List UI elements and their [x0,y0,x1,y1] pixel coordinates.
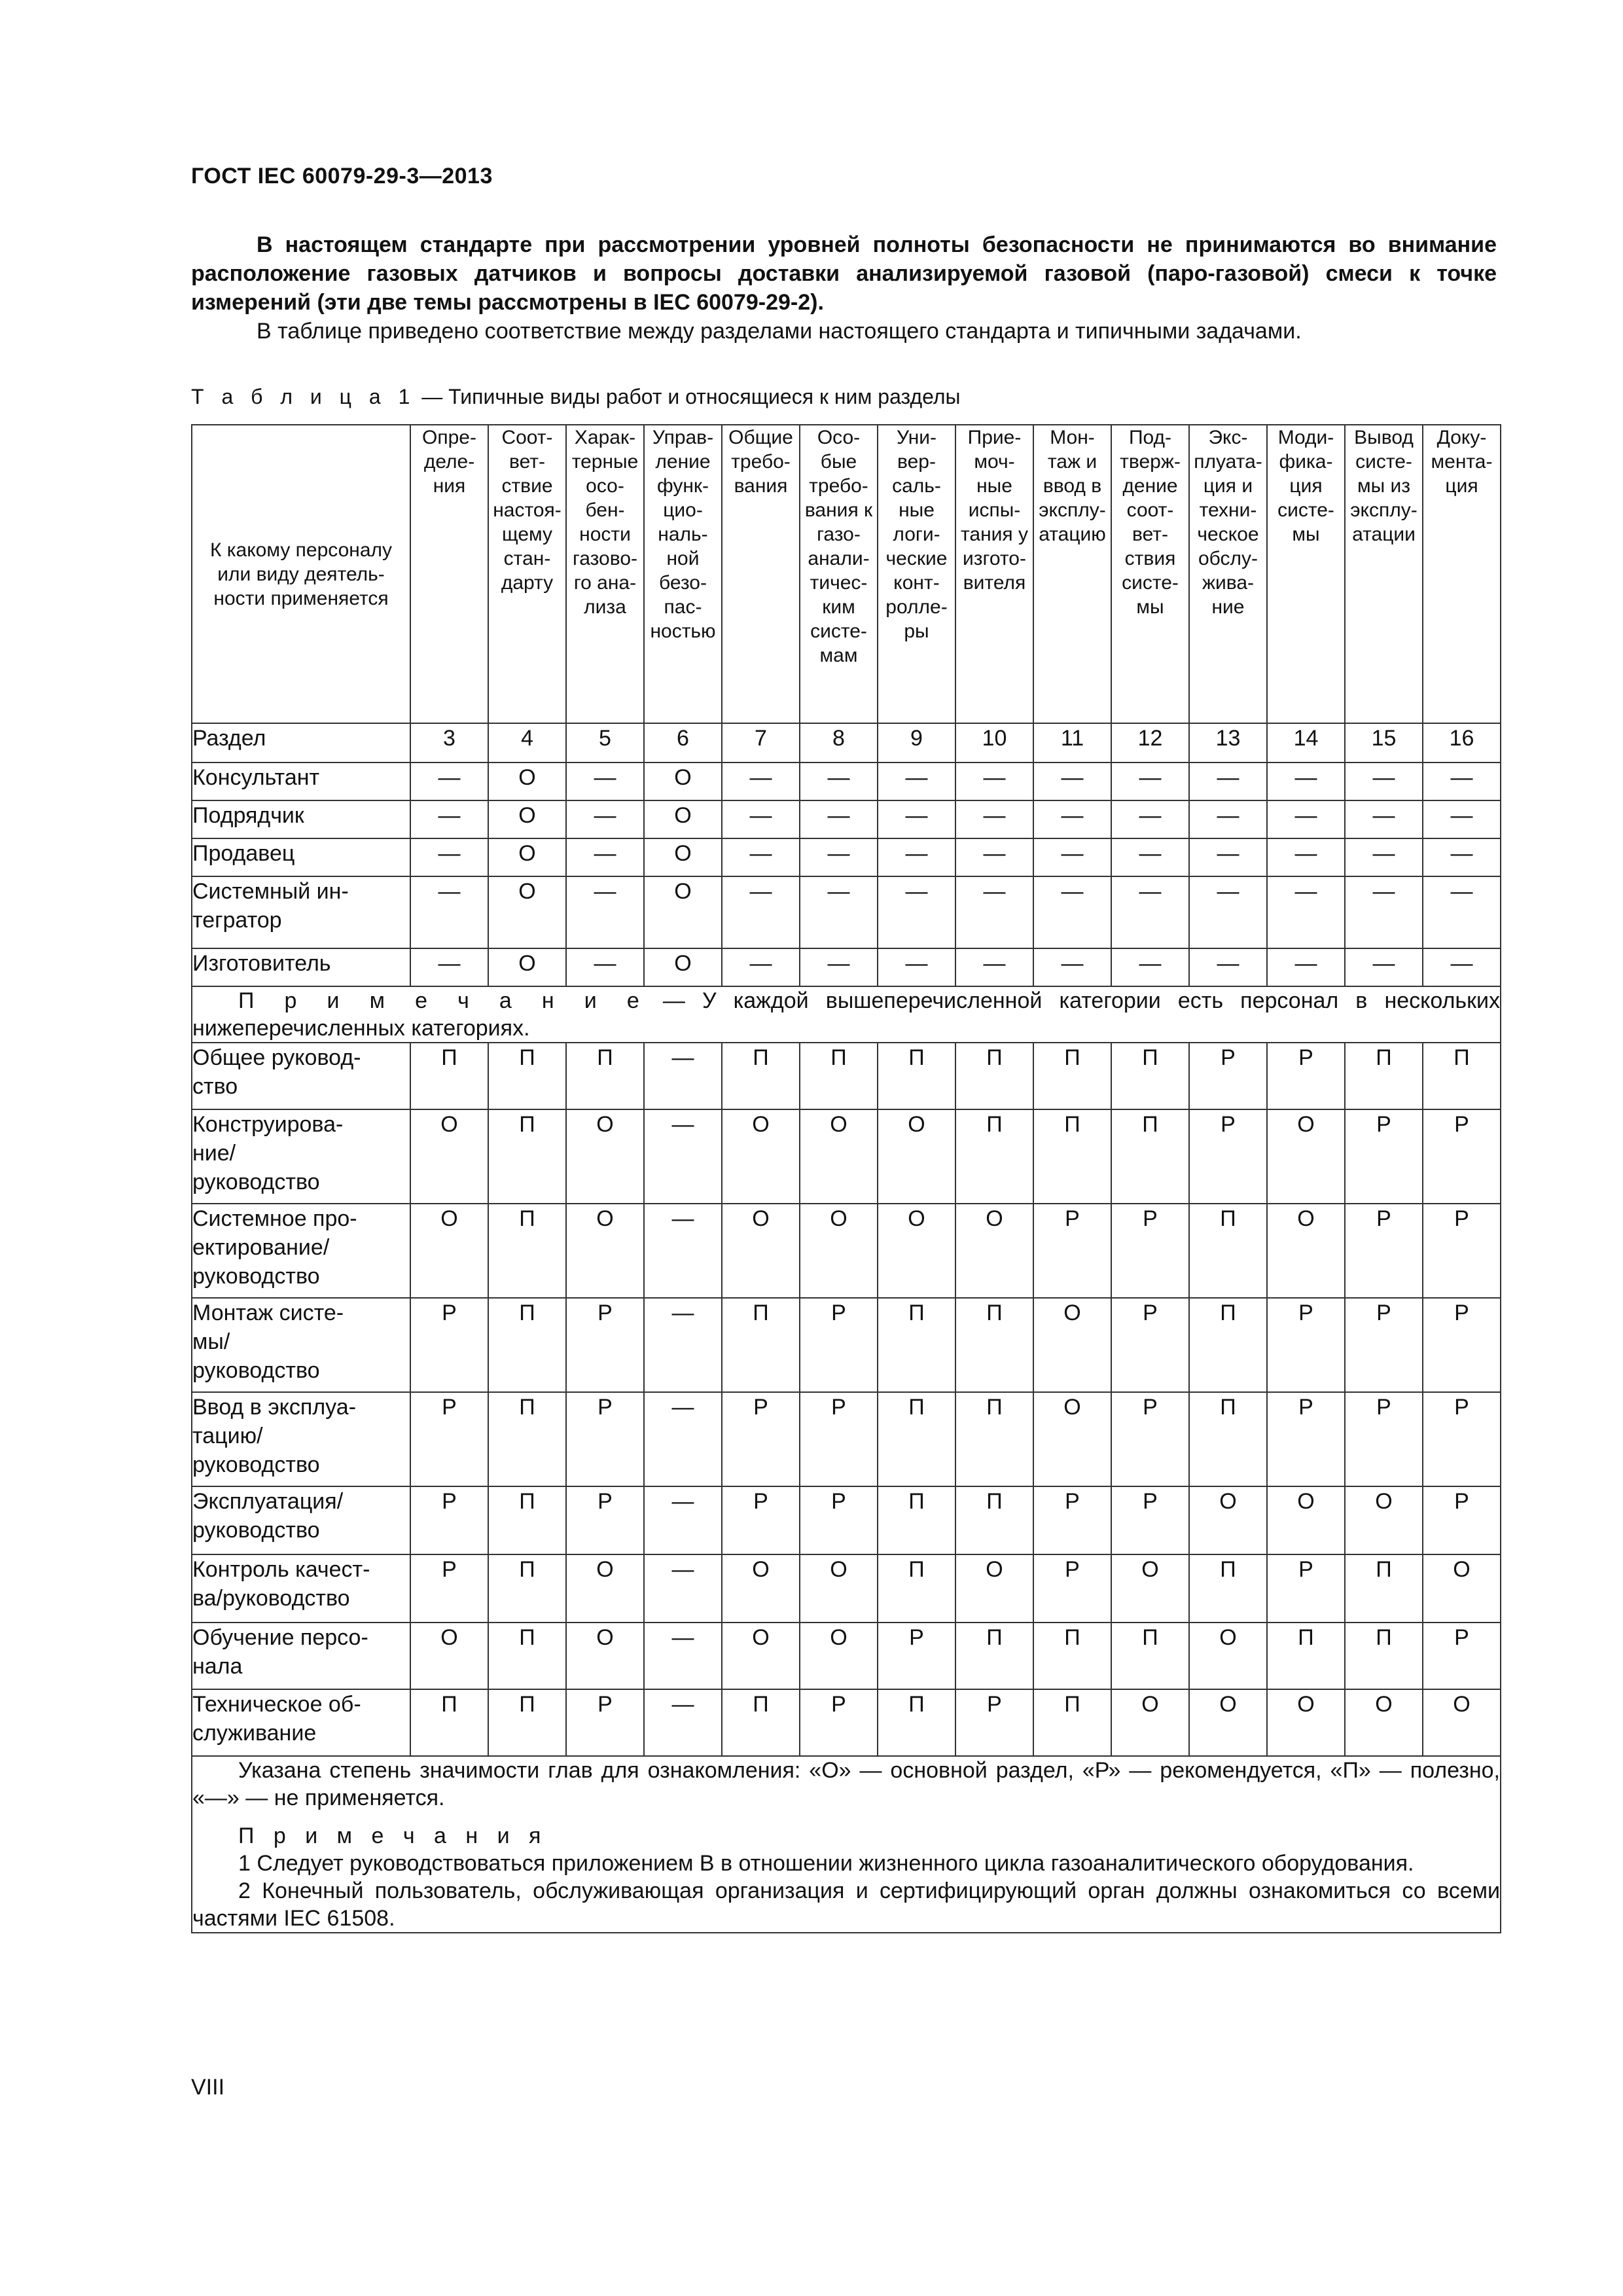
table-cell: — [1033,800,1111,838]
table-cell: — [1033,948,1111,986]
table-cell: — [1189,800,1267,838]
column-header: Вывод систе- мы из эксплу- атации [1345,425,1423,723]
table-cell: — [566,948,644,986]
page-number: VIII [191,2075,225,2100]
footnote-row [192,1756,1501,1933]
table-cell: — [1345,762,1423,800]
table-cell: Р [410,1554,488,1623]
table-caption-text: — Типичные виды работ и относящиеся к ним разделы [416,385,961,408]
table-cell: О [488,762,566,800]
table-cell: О [566,1204,644,1298]
table-cell: — [644,1623,722,1689]
column-header: Под- тверж- дение соот- вет- ствия систе- мы [1111,425,1189,723]
row-label: Эксплуатация/ руководство [192,1486,410,1554]
table-cell: О [410,1204,488,1298]
table-cell: П [955,1109,1033,1204]
role-row [192,1109,1501,1204]
table-cell: П [955,1298,1033,1392]
table-cell: О [1423,1689,1501,1756]
table-cell: О [644,762,722,800]
table-caption-prefix: Т а б л и ц а 1 [191,385,416,408]
table-cell: П [955,1486,1033,1554]
table-cell: — [1111,838,1189,876]
table-cell: Р [1267,1554,1345,1623]
table-cell: 7 [722,723,800,762]
table-cell: О [878,1204,955,1298]
table-cell: 4 [488,723,566,762]
table-cell: О [644,948,722,986]
row-label: Ввод в эксплуа- тацию/ руководство [192,1392,410,1486]
column-header: Соот- вет- ствие настоя- щему стан- дарту [488,425,566,723]
table-cell: Р [410,1298,488,1392]
table-cell: П [410,1689,488,1756]
table-cell: 11 [1033,723,1111,762]
table-cell: — [800,800,878,838]
table-cell: — [878,762,955,800]
table-cell: Р [955,1689,1033,1756]
table-cell: П [1345,1554,1423,1623]
row-label: Системный ин- тегратор [192,876,410,948]
table-cell: П [1189,1204,1267,1298]
row-label: Консультант [192,762,410,800]
table-cell: Р [878,1623,955,1689]
table-cell: П [1033,1043,1111,1109]
table-cell: 16 [1423,723,1501,762]
table-cell: — [800,948,878,986]
table-cell: 6 [644,723,722,762]
table-cell: П [878,1043,955,1109]
table-cell: — [644,1392,722,1486]
table-cell: Р [1423,1204,1501,1298]
table-cell: П [722,1298,800,1392]
table-cell: Р [410,1392,488,1486]
category-row [192,838,1501,876]
table-cell: О [1423,1554,1501,1623]
table-cell: П [488,1109,566,1204]
note-1: 1 Следует руководствоваться приложением В в отношении жизненного цикла газоаналитического оборудования. [238,1851,1414,1876]
middle-note-row [192,986,1501,1043]
table-cell: — [800,838,878,876]
table-cell: П [955,1043,1033,1109]
table-cell: П [722,1043,800,1109]
column-header: Уни- вер- саль- ные логи- ческие конт- ролле- ры [878,425,955,723]
table-cell: П [488,1554,566,1623]
table-cell: — [1111,800,1189,838]
table-cell: П [1345,1623,1423,1689]
table-cell: — [410,948,488,986]
table-header-row [192,425,1501,723]
table-cell: О [722,1554,800,1623]
table-cell: Р [1111,1486,1189,1554]
table-cell: — [878,838,955,876]
table-cell: — [410,876,488,948]
row-label: Системное про- ектирование/ руководство [192,1204,410,1298]
table-cell: — [1033,838,1111,876]
table-cell: — [644,1486,722,1554]
table-cell: О [800,1554,878,1623]
category-row [192,948,1501,986]
table-cell: — [1033,876,1111,948]
table-cell: О [1033,1392,1111,1486]
table-cell: Р [1345,1109,1423,1204]
row-label: Обучение персо- нала [192,1623,410,1689]
table-cell: Р [1345,1204,1423,1298]
column-header: Прие- моч- ные испы- тания у изгото- вителя [955,425,1033,723]
role-row [192,1204,1501,1298]
table-cell: О [1111,1554,1189,1623]
table-cell: О [1345,1689,1423,1756]
table-cell: 9 [878,723,955,762]
table-cell: Р [722,1486,800,1554]
row-label: Раздел [192,723,410,762]
table-cell: П [1111,1109,1189,1204]
table-cell: — [1033,762,1111,800]
document-header: ГОСТ IEC 60079-29-3—2013 [191,164,493,188]
table-cell: О [488,838,566,876]
table-cell: Р [1111,1204,1189,1298]
table-cell: — [1345,800,1423,838]
intro-paragraph-2: В таблице приведено соответствие между разделами настоящего стандарта и типичными задачами. [257,319,1302,344]
column-header: Управ- ление функ- цио- наль- ной безо- пас- ностью [644,425,722,723]
table-cell: — [1189,948,1267,986]
table-cell: О [955,1554,1033,1623]
table-cell: Р [800,1689,878,1756]
table-cell: — [566,800,644,838]
role-row [192,1298,1501,1392]
table-cell: О [1345,1486,1423,1554]
table-cell: — [955,838,1033,876]
role-row [192,1554,1501,1623]
table-cell: Р [1267,1043,1345,1109]
table-cell: 3 [410,723,488,762]
table-cell: О [1189,1486,1267,1554]
row-label: Подрядчик [192,800,410,838]
table-cell: — [1267,838,1345,876]
table-cell: П [878,1689,955,1756]
table-cell: — [1267,948,1345,986]
table-cell: — [644,1109,722,1204]
table-cell: 10 [955,723,1033,762]
table-cell: О [722,1204,800,1298]
table-cell: — [566,838,644,876]
table-cell: О [1267,1689,1345,1756]
table-cell: П [1189,1554,1267,1623]
table-cell: П [1189,1298,1267,1392]
table-cell: Р [566,1392,644,1486]
table-cell: П [1111,1623,1189,1689]
table-cell: Р [566,1298,644,1392]
table-cell: П [488,1043,566,1109]
middle-note-prefix: П р и м е ч а н и е [238,988,646,1013]
table-cell: О [566,1554,644,1623]
table-cell: О [644,838,722,876]
category-row [192,876,1501,948]
table-cell: Р [1423,1392,1501,1486]
table-cell: О [1189,1623,1267,1689]
table-cell: Р [1189,1109,1267,1204]
table-cell: О [1033,1298,1111,1392]
table-cell: П [878,1298,955,1392]
table-cell: О [722,1109,800,1204]
table-cell: — [955,876,1033,948]
legend-text: Указана степень значимости глав для ознакомления: «О» — основной раздел, «Р» — рекомендуется, «П» — полезно, «—» — не применяется. [192,1758,1500,1810]
table-cell: Р [1423,1623,1501,1689]
table-cell: — [410,838,488,876]
intro-text [191,230,1497,346]
table-cell: Р [1423,1486,1501,1554]
table-cell: П [722,1689,800,1756]
row-label: Изготовитель [192,948,410,986]
table-cell: Р [566,1486,644,1554]
table-cell: — [1111,762,1189,800]
corner-header: К какому персоналу или виду деятель- ности применяется [192,425,410,723]
table-cell: — [722,876,800,948]
note-2: 2 Конечный пользователь, обслуживающая организация и сертифицирующий орган должны ознакомиться со всеми частями IEC 61508. [192,1878,1500,1931]
row-label: Конструирова- ние/ руководство [192,1109,410,1204]
table-cell: 12 [1111,723,1189,762]
column-header: Моди- фика- ция систе- мы [1267,425,1345,723]
table-cell: О [410,1109,488,1204]
role-row [192,1392,1501,1486]
table-cell: О [800,1204,878,1298]
middle-note [192,986,1501,1043]
table-cell: О [410,1623,488,1689]
column-header: Экс- плуата- ция и техни- ческое обслу- жива- ние [1189,425,1267,723]
table-cell: 14 [1267,723,1345,762]
table-cell: — [1423,762,1501,800]
table-cell: — [566,762,644,800]
column-header: Харак- терные осо- бен- ности газово- го ана- лиза [566,425,644,723]
table-cell: — [1111,948,1189,986]
table-cell: П [878,1486,955,1554]
row-label: Контроль качест- ва/руководство [192,1554,410,1623]
intro-paragraph-1: В настоящем стандарте при рассмотрении уровней полноты безопасности не принимаются во внимание расположение газовых датчиков и вопросы доставки анализируемой газовой (паро-газовой) смеси к точке измерений (эти две темы рассмотрены в IEC 60079-29-2). [191,232,1497,315]
table-cell: — [1111,876,1189,948]
table-cell: 5 [566,723,644,762]
table-cell: — [1345,876,1423,948]
table-cell: — [800,762,878,800]
row-label: Техническое об- служивание [192,1689,410,1756]
table-cell: — [1189,762,1267,800]
table-cell: — [644,1554,722,1623]
table-cell: — [644,1689,722,1756]
table-cell: — [722,800,800,838]
sections-table [191,424,1501,1933]
table-cell: — [644,1204,722,1298]
table-cell: Р [1189,1043,1267,1109]
role-row [192,1689,1501,1756]
table-cell: П [955,1392,1033,1486]
table-cell: Р [410,1486,488,1554]
table-cell: П [410,1043,488,1109]
table-cell: — [1423,800,1501,838]
table-cell: — [1189,876,1267,948]
table-cell: — [878,800,955,838]
table-cell: Р [1267,1298,1345,1392]
role-row [192,1623,1501,1689]
role-row [192,1486,1501,1554]
table-cell: — [1423,838,1501,876]
table-cell: П [488,1204,566,1298]
table-cell: — [1345,948,1423,986]
table-cell: П [1189,1392,1267,1486]
table-cell: П [955,1623,1033,1689]
table-cell: — [955,800,1033,838]
table-cell: П [488,1486,566,1554]
table-cell: — [878,948,955,986]
table-cell: П [878,1392,955,1486]
table-cell: Р [1345,1392,1423,1486]
table-cell: — [955,948,1033,986]
table-cell: О [644,876,722,948]
table-cell: — [955,762,1033,800]
table-cell: Р [1111,1298,1189,1392]
table-cell: Р [800,1486,878,1554]
table-cell: — [1267,876,1345,948]
table-cell: О [955,1204,1033,1298]
table-cell: — [722,948,800,986]
row-label: Продавец [192,838,410,876]
column-header: Мон- таж и ввод в эксплу- атацию [1033,425,1111,723]
table-cell: Р [1423,1109,1501,1204]
role-row [192,1043,1501,1109]
table-cell: О [722,1623,800,1689]
table-cell: — [566,876,644,948]
category-row [192,762,1501,800]
table-cell: П [1033,1623,1111,1689]
column-header: Осо- бые требо- вания к газо- анали- тичес- ким систе- мам [800,425,878,723]
table-cell: П [1033,1109,1111,1204]
table-cell: Р [1423,1298,1501,1392]
table-cell: О [566,1109,644,1204]
table-cell: О [1111,1689,1189,1756]
column-header: Доку- мента- ция [1423,425,1501,723]
table-cell: П [1423,1043,1501,1109]
table-cell: П [566,1043,644,1109]
table-cell: — [1267,800,1345,838]
table-cell: П [800,1043,878,1109]
table-cell: П [488,1623,566,1689]
table-cell: Р [1111,1392,1189,1486]
table-cell: — [1267,762,1345,800]
table-cell: О [644,800,722,838]
table-cell: 15 [1345,723,1423,762]
table-cell: Р [1033,1486,1111,1554]
table-cell: П [488,1298,566,1392]
table-cell: — [410,762,488,800]
middle-note-text: — У каждой вышеперечисленной категории есть персонал в нескольких нижеперечисленных категориях. [192,988,1500,1041]
table-cell: — [644,1298,722,1392]
row-label: Общее руковод- ство [192,1043,410,1109]
category-row [192,800,1501,838]
table-cell: — [800,876,878,948]
table-cell: П [1345,1043,1423,1109]
table-cell: О [800,1623,878,1689]
table-cell: О [1267,1486,1345,1554]
table-cell: 8 [800,723,878,762]
section-number-row [192,723,1501,762]
table-cell: О [1267,1109,1345,1204]
table-cell: — [410,800,488,838]
table-cell: О [800,1109,878,1204]
row-label: Монтаж систе- мы/ руководство [192,1298,410,1392]
table-cell: П [1267,1623,1345,1689]
table-cell: О [488,948,566,986]
table-cell: — [1345,838,1423,876]
table-cell: П [878,1554,955,1623]
table-body [192,723,1501,1933]
column-header: Опре- деле- ния [410,425,488,723]
table-cell: Р [1033,1204,1111,1298]
footnote-cell [192,1756,1501,1933]
table-cell: П [488,1392,566,1486]
table-cell: — [878,876,955,948]
table-cell: Р [566,1689,644,1756]
table-cell: П [1033,1689,1111,1756]
table-cell: Р [722,1392,800,1486]
table-cell: Р [800,1392,878,1486]
table-cell: Р [1033,1554,1111,1623]
table-cell: — [1189,838,1267,876]
table-cell: 13 [1189,723,1267,762]
table-cell: О [488,800,566,838]
table-caption [191,385,961,409]
table-cell: — [722,838,800,876]
table-cell: О [566,1623,644,1689]
table-cell: Р [1267,1392,1345,1486]
table-cell: О [1189,1689,1267,1756]
notes-title: П р и м е ч а н и я [238,1823,548,1848]
table-cell: Р [1345,1298,1423,1392]
table-cell: Р [800,1298,878,1392]
table-cell: П [488,1689,566,1756]
table-cell: О [878,1109,955,1204]
column-header: Общие требо- вания [722,425,800,723]
table-cell: О [1267,1204,1345,1298]
table-cell: О [488,876,566,948]
table-cell: — [1423,876,1501,948]
table-cell: — [1423,948,1501,986]
table-cell: — [722,762,800,800]
table-cell: — [644,1043,722,1109]
table-cell: П [1111,1043,1189,1109]
